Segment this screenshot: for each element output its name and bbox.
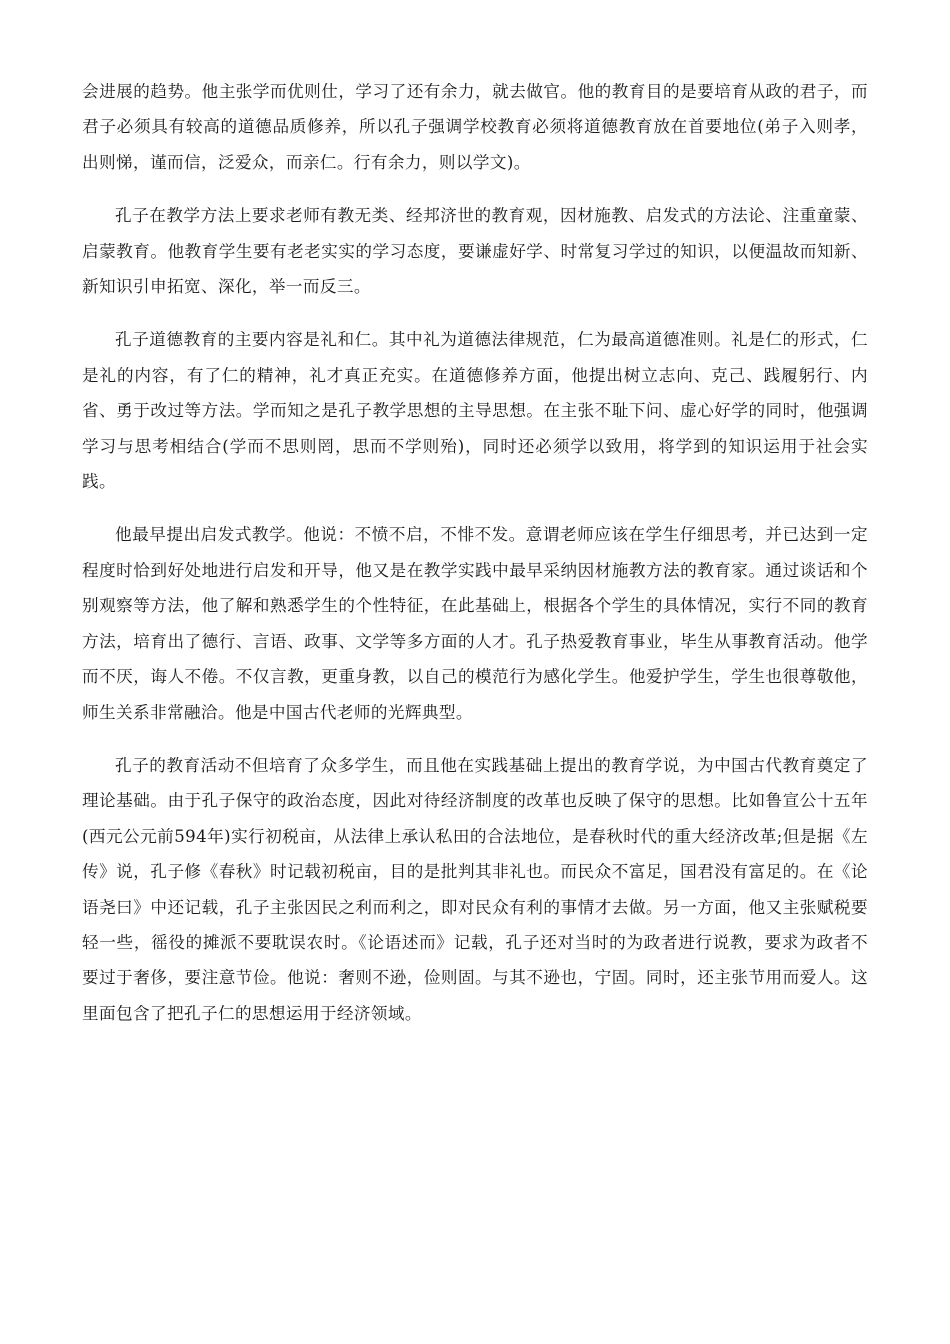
paragraph-teaching-methods: 孔子在教学方法上要求老师有教无类、经邦济世的教育观，因材施教、启发式的方法论、注重童蒙、启蒙教育。他教育学生要有老老实实的学习态度，要谦虚好学、时常复习学过的知识，以便温故而知新、新知识引申拓宽、深化，举一而反三。 <box>82 206 868 297</box>
document-body <box>82 74 868 1049</box>
paragraph-heuristic-teaching: 他最早提出启发式教学。他说：不愤不启，不悱不发。意谓老师应该在学生仔细思考，并已达到一定程度时恰到好处地进行启发和开导，他又是在教学实践中最早采纳因材施教方法的教育家。通过谈话和个别观察等方法，他了解和熟悉学生的个性特征，在此基础上，根据各个学生的具体情况，实行不同的教育方法，培育出了德行、言语、政事、文学等多方面的人才。孔子热爱教育事业，毕生从事教育活动。他学而不厌，诲人不倦。不仅言教，更重身教，以自己的模范行为感化学生。他爱护学生，学生也很尊敬他，师生关系非常融洽。他是中国古代老师的光辉典型。 <box>82 525 868 722</box>
paragraph-economic-views: 孔子的教育活动不但培育了众多学生，而且他在实践基础上提出的教育学说，为中国古代教育奠定了理论基础。由于孔子保守的政治态度，因此对待经济制度的改革也反映了保守的思想。比如鲁宣公十五年(西元公元前594年)实行初税亩，从法律上承认私田的合法地位，是春秋时代的重大经济改革;但是据《左传》说，孔子修《春秋》时记载初税亩，目的是批判其非礼也。而民众不富足，国君没有富足的。在《论语尧曰》中还记载，孔子主张因民之利而利之，即对民众有利的事情才去做。另一方面，他又主张赋税要轻一些，徭役的摊派不要耽误农时。《论语述而》记载，孔子还对当时的为政者进行说教，要求为政者不要过于奢侈，要注意节俭。他说：奢则不逊，俭则固。与其不逊也，宁固。同时，还主张节用而爱人。这里面包含了把孔子仁的思想运用于经济领域。 <box>82 755 868 1023</box>
paragraph-continuation: 会进展的趋势。他主张学而优则仕，学习了还有余力，就去做官。他的教育目的是要培育从政的君子，而君子必须具有较高的道德品质修养，所以孔子强调学校教育必须将道德教育放在首要地位(弟子入则孝，出则悌，谨而信，泛爱众，而亲仁。行有余力，则以学文)。 <box>82 82 868 172</box>
paragraph-moral-education: 孔子道德教育的主要内容是礼和仁。其中礼为道德法律规范，仁为最高道德准则。礼是仁的形式，仁是礼的内容，有了仁的精神，礼才真正充实。在道德修养方面，他提出树立志向、克己、践履躬行、内省、勇于改过等方法。学而知之是孔子教学思想的主导思想。在主张不耻下问、虚心好学的同时，他强调学习与思考相结合(学而不思则罔，思而不学则殆)，同时还必须学以致用，将学到的知识运用于社会实践。 <box>82 330 868 492</box>
